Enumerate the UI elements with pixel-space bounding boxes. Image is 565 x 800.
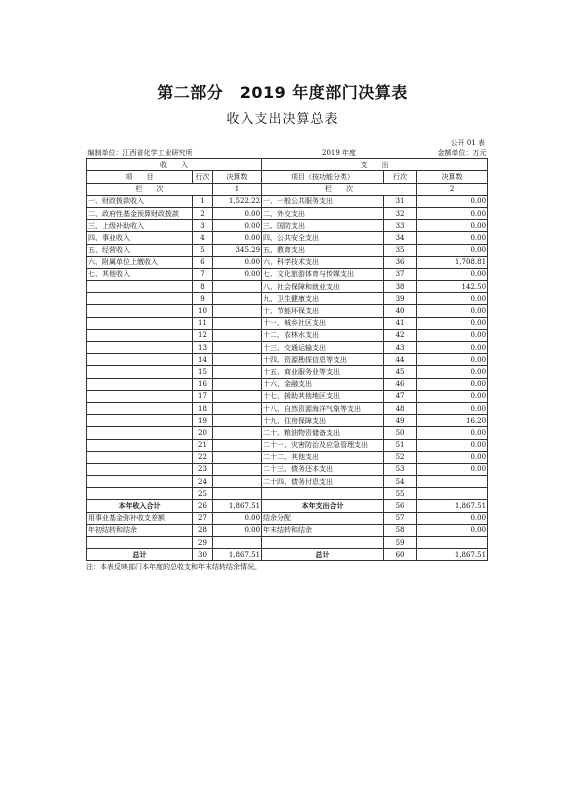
- income-row-no: 3: [193, 220, 213, 232]
- expense-amount: 0.00: [417, 512, 488, 524]
- expense-item: 十六、金融支出: [262, 378, 384, 390]
- income-item: [87, 488, 193, 500]
- table-row: [87, 244, 488, 256]
- form-number: 公开 01 表: [450, 139, 485, 147]
- expense-amount: 0.00: [417, 402, 488, 414]
- expense-row-no: 37: [384, 268, 417, 280]
- expense-amount: 0.00: [417, 390, 488, 402]
- expense-row-no: 41: [384, 317, 417, 329]
- summary-row: [87, 549, 488, 561]
- table-row: [87, 293, 488, 305]
- income-row-no: 17: [193, 390, 213, 402]
- expense-amount: 142.50: [417, 281, 488, 293]
- income-row-no: 9: [193, 293, 213, 305]
- expense-row-no: 43: [384, 342, 417, 354]
- expense-row-no: 42: [384, 329, 417, 341]
- income-row-no: 2: [193, 207, 213, 219]
- income-item: [87, 476, 193, 488]
- income-row-no: 7: [193, 268, 213, 280]
- expense-row-no: 47: [384, 390, 417, 402]
- income-amount: [213, 476, 262, 488]
- income-item: [87, 415, 193, 427]
- table-row: [87, 317, 488, 329]
- lanci-right: 栏 次: [262, 183, 417, 195]
- table-row: [87, 256, 488, 268]
- expense-row-no: 48: [384, 402, 417, 414]
- meta-row: [87, 147, 488, 159]
- expense-amount: 0.00: [417, 366, 488, 378]
- summary-row: [87, 512, 488, 524]
- income-amount: 1,867.51: [213, 500, 262, 512]
- table-row: [87, 232, 488, 244]
- table-row: [87, 354, 488, 366]
- expense-amount: 0.00: [417, 329, 488, 341]
- income-item: [87, 317, 193, 329]
- expense-amount: 0.00: [417, 305, 488, 317]
- expense-amount: 0.00: [417, 195, 488, 207]
- expense-amount: 1,867.51: [417, 500, 488, 512]
- table-row: [87, 451, 488, 463]
- expense-amount: 1,708.81: [417, 256, 488, 268]
- year-label: 2019 年度: [262, 147, 417, 159]
- expense-row-no: 45: [384, 366, 417, 378]
- income-item: [87, 342, 193, 354]
- col-item-func: 项目（按功能分类）: [262, 171, 384, 183]
- income-item: [87, 305, 193, 317]
- income-item: [87, 281, 193, 293]
- expense-item: 四、公共安全支出: [262, 232, 384, 244]
- income-row-no: 29: [193, 537, 213, 549]
- income-item: 一、财政拨款收入: [87, 195, 193, 207]
- lanci-num: 1: [213, 183, 262, 195]
- expense-item: 十七、援助其他地区支出: [262, 390, 384, 402]
- expense-amount: 0.00: [417, 451, 488, 463]
- income-row-no: 27: [193, 512, 213, 524]
- expense-amount: 0.00: [417, 378, 488, 390]
- expense-row-no: 52: [384, 451, 417, 463]
- expense-row-no: 60: [384, 549, 417, 561]
- expense-amount: 16.20: [417, 415, 488, 427]
- expense-row-no: 35: [384, 244, 417, 256]
- income-item: 年初结转和结余: [87, 524, 193, 536]
- expense-item: 年末结转和结余: [262, 524, 384, 536]
- income-item: [87, 463, 193, 475]
- income-item: [87, 427, 193, 439]
- lanci-num2: 2: [417, 183, 488, 195]
- expense-amount: 0.00: [417, 317, 488, 329]
- expense-item: 总计: [262, 549, 384, 561]
- table-row: [87, 195, 488, 207]
- income-amount: 0.00: [213, 268, 262, 280]
- income-amount: 1,522.22: [213, 195, 262, 207]
- summary-row: [87, 500, 488, 512]
- expense-row-no: 33: [384, 220, 417, 232]
- table-row: [87, 342, 488, 354]
- expense-row-no: 36: [384, 256, 417, 268]
- expense-item: 十、节能环保支出: [262, 305, 384, 317]
- expense-amount: 0.00: [417, 207, 488, 219]
- income-row-no: 8: [193, 281, 213, 293]
- summary-row: [87, 537, 488, 549]
- section-header-row: [87, 159, 488, 171]
- income-item: 五、经营收入: [87, 244, 193, 256]
- income-item: 总计: [87, 549, 193, 561]
- expense-amount: 0.00: [417, 463, 488, 475]
- table-row: [87, 415, 488, 427]
- expense-item: 本年支出合计: [262, 500, 384, 512]
- income-row-no: 15: [193, 366, 213, 378]
- income-row-no: 20: [193, 427, 213, 439]
- expense-amount: 0.00: [417, 342, 488, 354]
- income-item: [87, 402, 193, 414]
- expense-row-no: 53: [384, 463, 417, 475]
- income-amount: [213, 488, 262, 500]
- income-expense-table: [86, 147, 488, 561]
- income-item: [87, 366, 193, 378]
- expense-item: 二十、粮油物资储备支出: [262, 427, 384, 439]
- col-amount: 决算数: [213, 171, 262, 183]
- expense-amount: 0.00: [417, 293, 488, 305]
- expense-row-no: 54: [384, 476, 417, 488]
- expense-row-no: 44: [384, 354, 417, 366]
- footnote: 注：本表反映部门本年度的总收支和年末结转结余情况。: [86, 563, 261, 571]
- expense-item: 十四、资源勘探信息等支出: [262, 354, 384, 366]
- table-row: [87, 402, 488, 414]
- expense-item: 二十二、其他支出: [262, 451, 384, 463]
- income-row-no: 1: [193, 195, 213, 207]
- income-item: [87, 537, 193, 549]
- income-amount: [213, 293, 262, 305]
- expense-row-no: 50: [384, 427, 417, 439]
- summary-row: [87, 524, 488, 536]
- income-row-no: 18: [193, 402, 213, 414]
- income-item: 二、政府性基金预算财政拨款: [87, 207, 193, 219]
- lanci-left: 栏 次: [87, 183, 213, 195]
- income-amount: [213, 305, 262, 317]
- income-row-no: 13: [193, 342, 213, 354]
- expense-item: 七、文化旅游体育与传媒支出: [262, 268, 384, 280]
- expense-row-no: 49: [384, 415, 417, 427]
- income-section: 收 入: [87, 159, 262, 171]
- income-row-no: 14: [193, 354, 213, 366]
- expense-item: 十二、农林水支出: [262, 329, 384, 341]
- expense-row-no: 40: [384, 305, 417, 317]
- expense-item: 十八、自然资源海洋气象等支出: [262, 402, 384, 414]
- income-row-no: 24: [193, 476, 213, 488]
- income-row-no: 30: [193, 549, 213, 561]
- column-header-row: [87, 171, 488, 183]
- income-item: [87, 439, 193, 451]
- income-amount: 0.00: [213, 256, 262, 268]
- income-amount: 1,867.51: [213, 549, 262, 561]
- income-amount: 0.00: [213, 512, 262, 524]
- expense-row-no: 55: [384, 488, 417, 500]
- expense-item: 一、一般公共服务支出: [262, 195, 384, 207]
- income-amount: [213, 354, 262, 366]
- expense-row-no: 57: [384, 512, 417, 524]
- expense-amount: [417, 488, 488, 500]
- table-row: [87, 488, 488, 500]
- expense-item: 结余分配: [262, 512, 384, 524]
- income-item: 七、其他收入: [87, 268, 193, 280]
- table-row: [87, 378, 488, 390]
- expense-item: 六、科学技术支出: [262, 256, 384, 268]
- income-item: [87, 354, 193, 366]
- expense-row-no: 32: [384, 207, 417, 219]
- income-row-no: 10: [193, 305, 213, 317]
- income-amount: [213, 537, 262, 549]
- col-row: 行次: [193, 171, 213, 183]
- expense-amount: 0.00: [417, 244, 488, 256]
- expense-amount: 0.00: [417, 232, 488, 244]
- income-row-no: 16: [193, 378, 213, 390]
- expense-amount: 0.00: [417, 268, 488, 280]
- income-amount: 0.00: [213, 524, 262, 536]
- income-amount: [213, 463, 262, 475]
- income-amount: [213, 317, 262, 329]
- expense-item: [262, 537, 384, 549]
- income-row-no: 23: [193, 463, 213, 475]
- income-amount: 345.29: [213, 244, 262, 256]
- income-row-no: 26: [193, 500, 213, 512]
- income-amount: [213, 439, 262, 451]
- income-item: 用事业基金弥补收支差额: [87, 512, 193, 524]
- income-amount: [213, 427, 262, 439]
- expense-row-no: 56: [384, 500, 417, 512]
- table-row: [87, 427, 488, 439]
- income-amount: [213, 415, 262, 427]
- expense-amount: [417, 476, 488, 488]
- expense-item: 二十四、债务付息支出: [262, 476, 384, 488]
- income-row-no: 12: [193, 329, 213, 341]
- expense-amount: 0.00: [417, 524, 488, 536]
- column-index-row: [87, 183, 488, 195]
- part-title: 第二部分 2019 年度部门决算表: [157, 83, 408, 102]
- table-row: [87, 305, 488, 317]
- table-row: [87, 207, 488, 219]
- expense-row-no: 39: [384, 293, 417, 305]
- table-row: [87, 366, 488, 378]
- col-row2: 行次: [384, 171, 417, 183]
- expense-item: 八、社会保障和就业支出: [262, 281, 384, 293]
- income-item: [87, 451, 193, 463]
- income-row-no: 21: [193, 439, 213, 451]
- income-amount: 0.00: [213, 232, 262, 244]
- expense-item: 十三、交通运输支出: [262, 342, 384, 354]
- table-row: [87, 220, 488, 232]
- expense-row-no: 34: [384, 232, 417, 244]
- money-unit: 金额单位：万元: [417, 147, 488, 159]
- expense-row-no: 59: [384, 537, 417, 549]
- table-row: [87, 390, 488, 402]
- income-item: [87, 293, 193, 305]
- income-amount: [213, 402, 262, 414]
- expense-item: 五、教育支出: [262, 244, 384, 256]
- expense-row-no: 58: [384, 524, 417, 536]
- expense-amount: 0.00: [417, 427, 488, 439]
- table-title: 收入支出决算总表: [226, 112, 339, 127]
- income-amount: 0.00: [213, 207, 262, 219]
- expense-row-no: 31: [384, 195, 417, 207]
- income-amount: [213, 390, 262, 402]
- expense-amount: 1,867.51: [417, 549, 488, 561]
- income-amount: 0.00: [213, 220, 262, 232]
- income-row-no: 22: [193, 451, 213, 463]
- unit-label: 编制单位：江西省化学工业研究所: [87, 147, 262, 159]
- income-row-no: 5: [193, 244, 213, 256]
- income-item: [87, 378, 193, 390]
- income-amount: [213, 366, 262, 378]
- expense-amount: 0.00: [417, 220, 488, 232]
- table-row: [87, 439, 488, 451]
- income-item: 六、附属单位上缴收入: [87, 256, 193, 268]
- expense-item: 二、外交支出: [262, 207, 384, 219]
- income-item: 三、上级补助收入: [87, 220, 193, 232]
- table-row: [87, 476, 488, 488]
- income-row-no: 6: [193, 256, 213, 268]
- expense-item: [262, 488, 384, 500]
- income-amount: [213, 378, 262, 390]
- income-item: 四、事业收入: [87, 232, 193, 244]
- income-amount: [213, 451, 262, 463]
- income-row-no: 25: [193, 488, 213, 500]
- income-item: 本年收入合计: [87, 500, 193, 512]
- expense-amount: [417, 537, 488, 549]
- table-row: [87, 329, 488, 341]
- expense-section: 支 出: [262, 159, 488, 171]
- expense-amount: 0.00: [417, 354, 488, 366]
- expense-item: 十五、商业服务业等支出: [262, 366, 384, 378]
- table-row: [87, 268, 488, 280]
- expense-item: 十九、住房保障支出: [262, 415, 384, 427]
- col-item: 项 目: [87, 171, 193, 183]
- income-row-no: 4: [193, 232, 213, 244]
- income-amount: [213, 329, 262, 341]
- expense-row-no: 38: [384, 281, 417, 293]
- expense-item: 二十一、灾害防治及应急管理支出: [262, 439, 384, 451]
- income-item: [87, 390, 193, 402]
- table-row: [87, 281, 488, 293]
- expense-item: 九、卫生健康支出: [262, 293, 384, 305]
- expense-item: 三、国防支出: [262, 220, 384, 232]
- expense-row-no: 46: [384, 378, 417, 390]
- expense-amount: 0.00: [417, 439, 488, 451]
- expense-row-no: 51: [384, 439, 417, 451]
- expense-item: 二十三、债务还本支出: [262, 463, 384, 475]
- income-item: [87, 329, 193, 341]
- table-row: [87, 463, 488, 475]
- expense-item: 十一、城乡社区支出: [262, 317, 384, 329]
- income-row-no: 11: [193, 317, 213, 329]
- income-amount: [213, 342, 262, 354]
- income-row-no: 19: [193, 415, 213, 427]
- income-amount: [213, 281, 262, 293]
- col-amount2: 决算数: [417, 171, 488, 183]
- income-row-no: 28: [193, 524, 213, 536]
